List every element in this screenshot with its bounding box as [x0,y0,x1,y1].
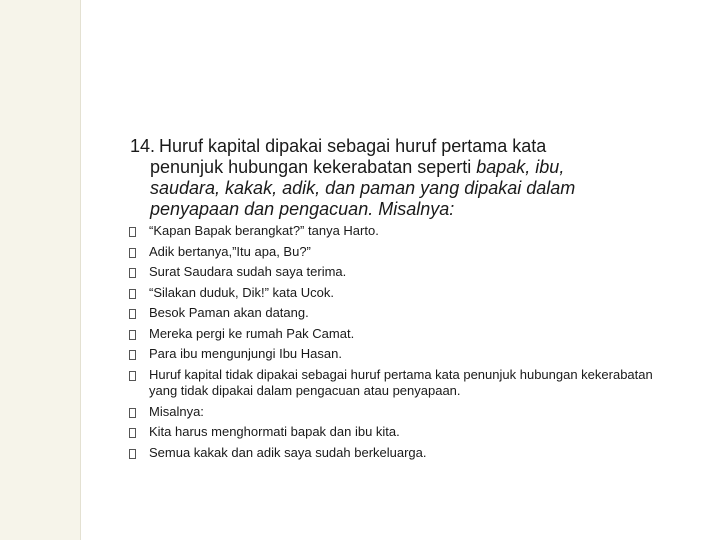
bullet-box-icon [129,408,136,418]
bullet-box-icon [129,268,136,278]
bullet-box-icon [129,449,136,459]
rule-text-line2 [130,157,670,178]
list-item [129,367,669,400]
bullet-box-icon [129,289,136,299]
rule-text-line3-italic: saudara, kakak, adik, dan paman yang dipakai dalam [150,178,576,198]
rule-text-line4-italic: penyapaan dan pengacuan. Misalnya: [150,199,455,219]
rule-text-line3 [130,178,670,199]
list-item [129,424,669,441]
list-item [129,404,669,421]
example-list [129,223,669,465]
bullet-box-icon [129,330,136,340]
list-item [129,244,669,261]
bullet-box-icon [129,248,136,258]
rule-text-line2-normal: penunjuk hubungan kekerabatan seperti [150,157,477,177]
list-item-text: “Silakan duduk, Dik!” kata Ucok. [149,284,334,300]
rule-heading [130,136,670,220]
bullet-box-icon [129,371,136,381]
list-item [129,223,669,240]
bullet-box-icon [129,227,136,237]
list-item-text: Mereka pergi ke rumah Pak Camat. [149,325,355,341]
rule-text-line1: Huruf kapital dipakai sebagai huruf pertama kata [159,136,547,156]
list-item-text: Semua kakak dan adik saya sudah berkeluarga. [149,444,427,460]
list-item [129,264,669,281]
left-margin-band [0,0,80,540]
list-item-text: Besok Paman akan datang. [149,305,309,320]
list-item-text: “Kapan Bapak berangkat?” tanya Harto. [149,223,379,238]
list-item [129,445,669,462]
bullet-box-icon [129,350,136,360]
list-item-text: Adik bertanya,”Itu apa, Bu?” [149,243,311,259]
rule-text-line2-italic: bapak, ibu, [476,157,565,177]
list-item-text: Huruf kapital tidak dipakai sebagai huruf pertama kata penunjuk hubungan kekerabatan yang tidak dipakai dalam pengacuan atau penyapaan. [149,366,653,398]
list-item-text: Para ibu mengunjungi Ibu Hasan. [149,346,342,361]
list-item [129,326,669,343]
list-item [129,305,669,322]
rule-text-line4 [130,199,670,220]
list-item-text: Misalnya: [149,403,204,419]
bullet-box-icon [129,309,136,319]
bullet-box-icon [129,428,136,438]
list-item-text: Kita harus menghormati bapak dan ibu kita. [149,424,400,439]
list-item [129,285,669,302]
list-item-text: Surat Saudara sudah saya terima. [149,264,347,279]
rule-number: 14. [130,136,156,156]
list-item [129,346,669,363]
margin-divider [80,0,81,540]
